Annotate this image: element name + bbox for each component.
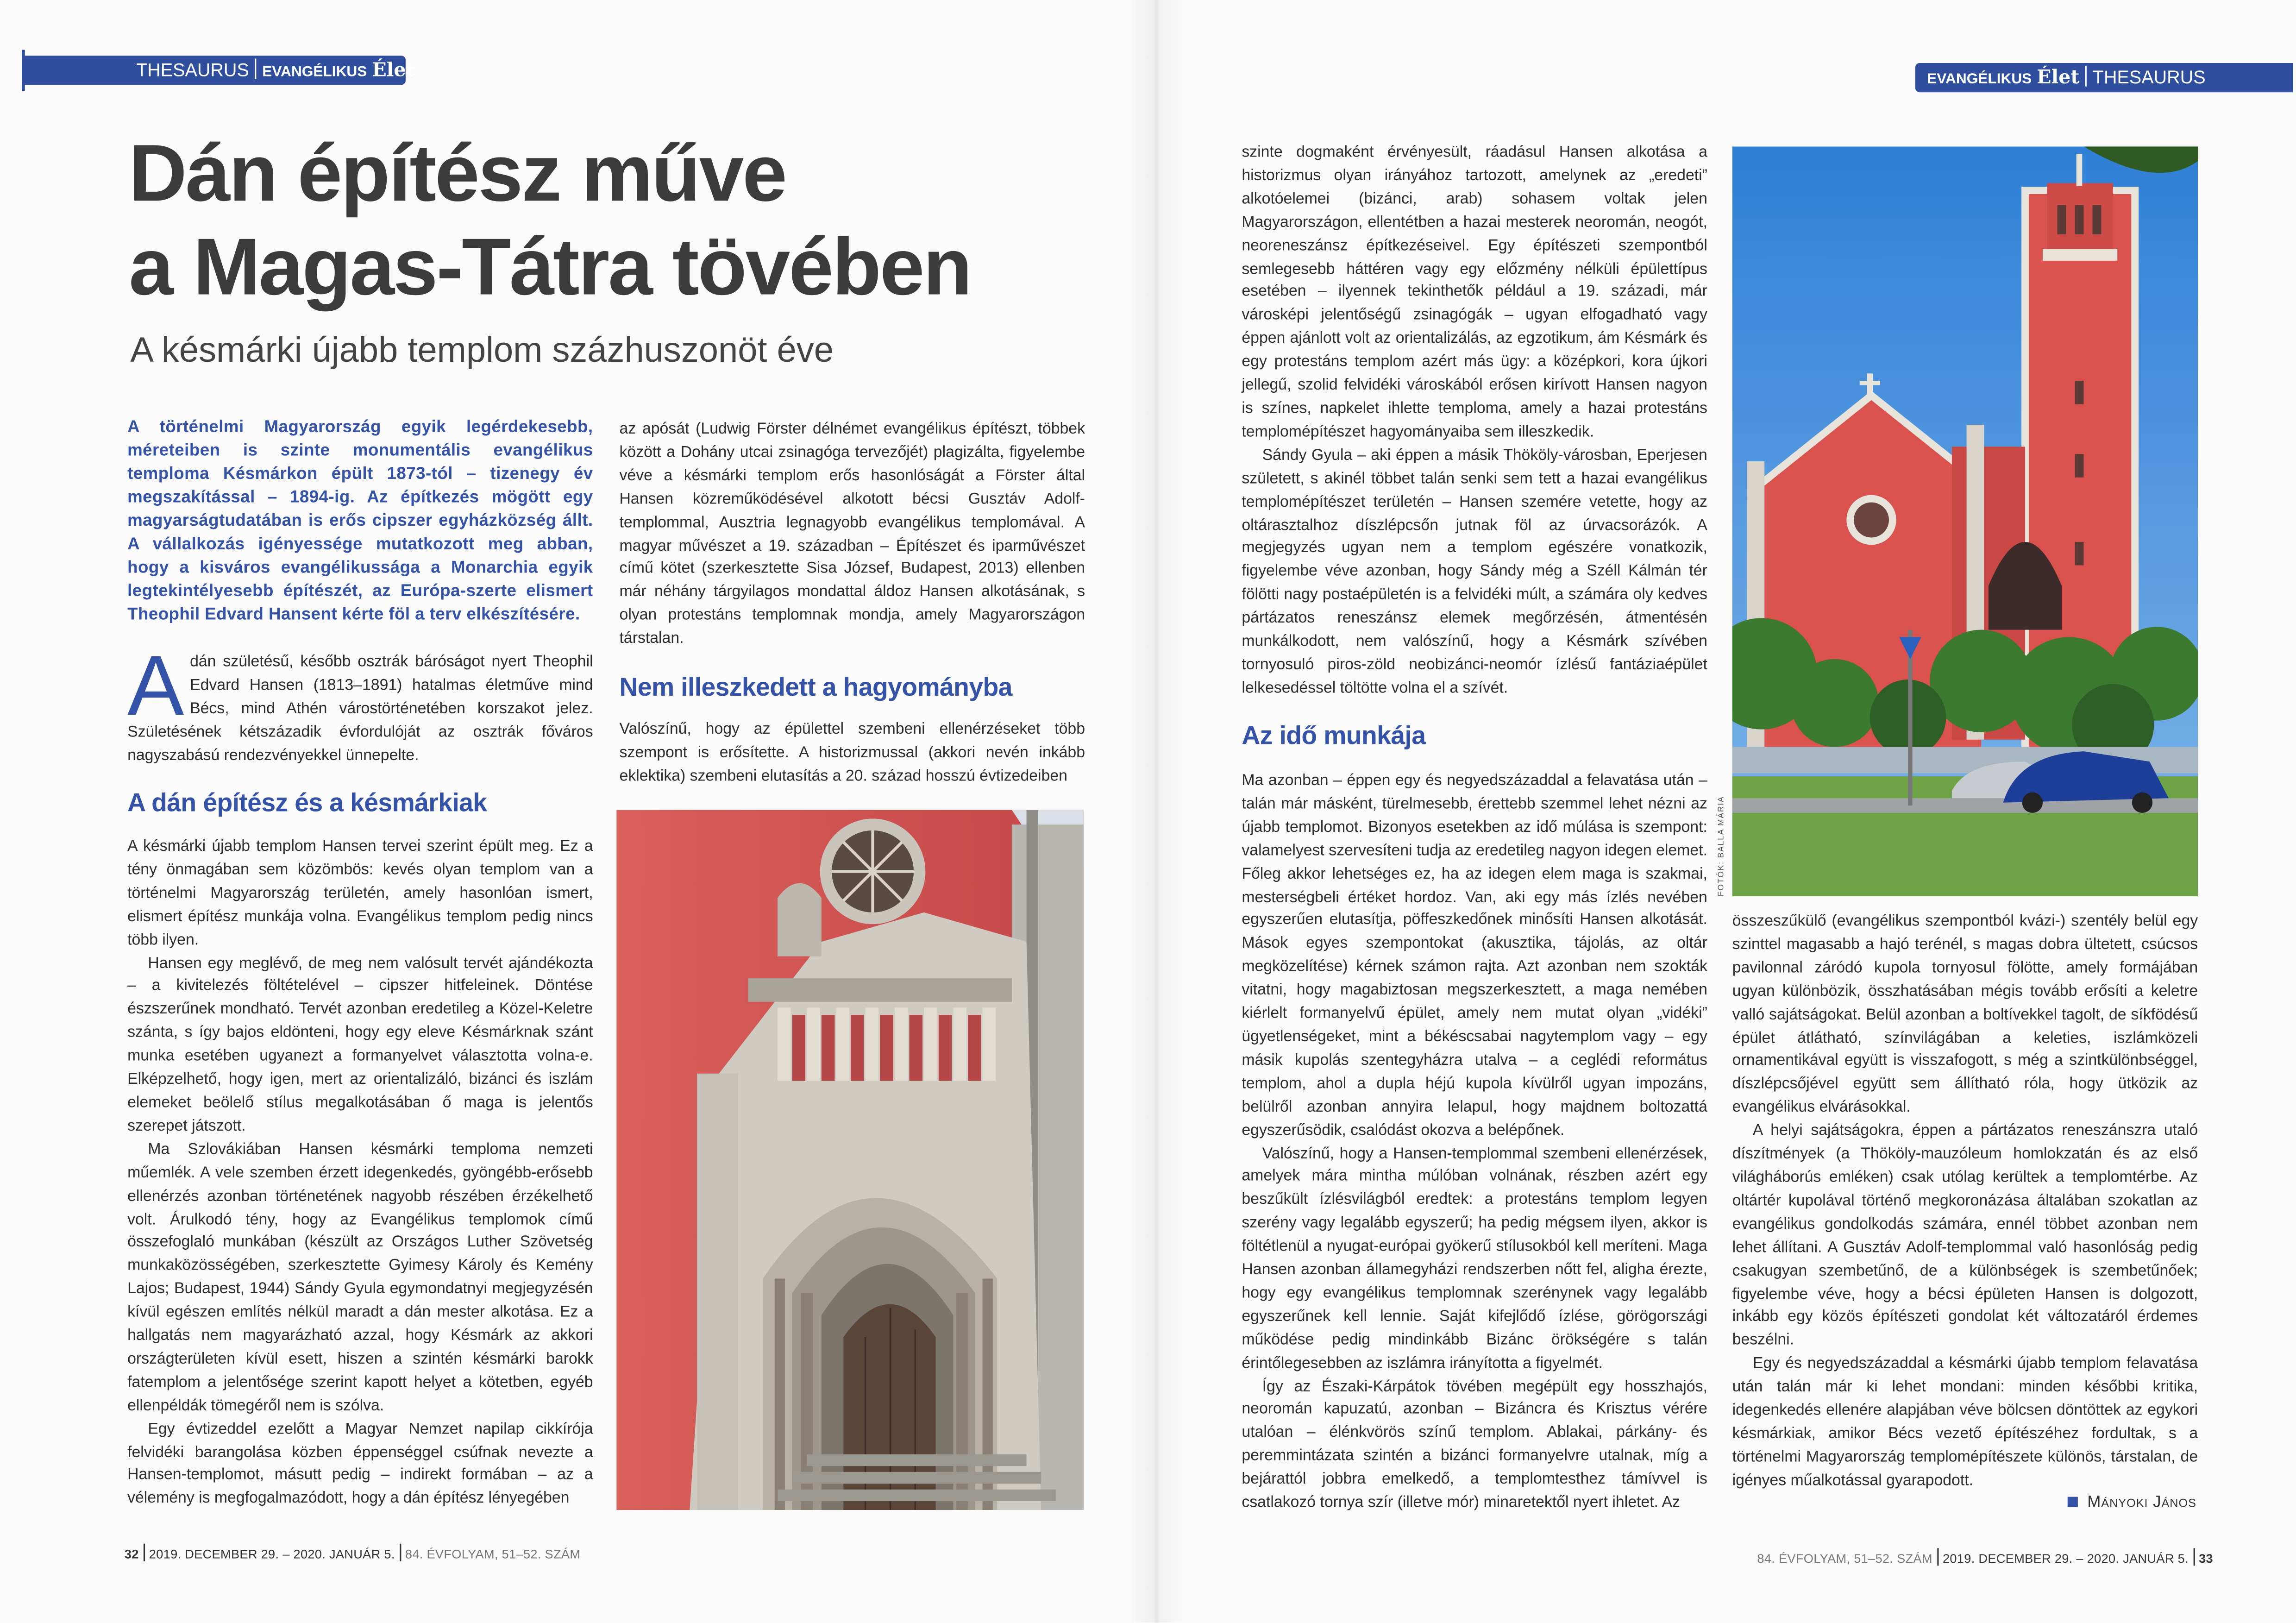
body-paragraph: szinte dogmaként érvényesült, ráadásul Hansen alkotása a historizmus olyan irányához tartozott, amelynek az „eredeti” alkotóelemei (bizánci, arab) sohasem voltak jelen Magyarországon, ellentétben a hazai mesterek neoromán, neogót, neoreneszánsz építkezéseivel. Egy építészeti szempontból semlegesebb háttéren vagy egy előzmény nélküli épülettípus esetében – ilyennek tekinthetők például a 19. századi, már városképi jelentőségű zsinagógák – ugyan elfogadható vagy éppen ajánlott volt az orientalizálás, az egzotikum, ám Késmárk és egy protestáns templom azért más ügy: a középkori, kora újkori jellegű, szolid felvidéki városkából erősen kirívott Hansen nagyon is színes, napkelet ihlette temploma, amely a hazai protestáns templomépítészet hagyományaiba sem illeszkedik. — [1242, 143, 1707, 441]
footer-date: 2019. DECEMBER 29. – 2020. JANUÁR 5. — [149, 1547, 395, 1561]
footer-right — [1757, 1548, 2213, 1566]
article-subtitle: A késmárki újabb templom százhuszonöt éve — [130, 331, 834, 371]
column-1 — [127, 837, 593, 1512]
square-bullet-icon — [2068, 1497, 2078, 1507]
intro-paragraph — [127, 638, 593, 767]
page-number: 33 — [2199, 1551, 2213, 1566]
church-tower-photo — [1732, 146, 2198, 896]
lead-paragraph: A történelmi Magyarország egyik legérdekesebb, méreteiben is szinte monumentális evangélikus temploma Késmárkon épült 1873-tól – tizenegy év megszakítással – 1894-ig. Az építkezés mögött egy magyarságtudatában is erős cipszer egyházközség állt. A vállalkozás igényessége mutatkozott meg abban, hogy a kisváros evangélikussága a Monarchia egyik legtekintélyesebb építészét, az Európa-szerte elismert Theophil Edvard Hansent kérte föl a terv elkészítésére. — [127, 417, 593, 624]
body-paragraph: Egy évtizeddel ezelőtt a Magyar Nemzet napilap cikkírója felvidéki barangolása közben éppenséggel csúfnak nevezte a Hansen-templomot, másutt pedig – indirekt formában – az a vélemény is megfogalmazódott, hogy a dán építész lényegében — [127, 1420, 593, 1508]
tower-image — [1732, 146, 2198, 896]
footer-left — [125, 1544, 581, 1561]
body-paragraph: Így az Északi-Kárpátok tövében megépült egy hosszhajós, neoromán kapuzatú, azonban – Bizáncra és Krisztus vérére utalóan – élénkvörös színű templom. Ablakai, párkány- és peremmintázata szintén a bizánci formanyelvre utalnak, míg a bejárattól jobbra emelkedő, a templomtesthez támívvel is csatlakozó tornya szír (illetve mór) minaretektől nyert ihletet. Az — [1242, 1378, 1707, 1512]
page-fold — [1128, 0, 1186, 1623]
body-paragraph: az apósát (Ludwig Förster délnémet evangélikus építészt, többek között a Dohány utcai zsinagóga tervezőjét) plagizálta, figyelembe véve a késmárki templom erős hasonlóságát a Förster által Hansen közreműködésével alkotott bécsi Gusztáv Adolf-templommal, Ausztria legnagyobb evangélikus templomával. A magyar művészet a 19. században – Építészet és iparművészet című kötet (szerkesztette Sisa József, Budapest, 2013) ellenben már néhány tárgyilagos mondattal áldoz Hansen alkotásának, s olyan protestáns templomnak mondja, amely Magyarországon társtalan. — [619, 420, 1085, 648]
photo-credit: FOTÓK: BALLA MÁRIA — [1718, 796, 1726, 897]
drop-cap: A — [127, 638, 184, 734]
article-title — [129, 126, 971, 314]
title-line-2: a Magas-Tátra tövében — [129, 221, 971, 312]
brand-small: EVANGÉLIKUS — [1927, 71, 2032, 88]
section-label: THESAURUS — [136, 60, 249, 81]
body-paragraph: Egy és negyedszázaddal a késmárki újabb templom felavatása után talán már ki lehet mondani: minden későbbi kritika, idegenkedés ellenére alapjában véve bölcsen döntöttek az egykori késmárkiak, amikor Bécs vezető építészéhez fordultak, s a történelmi Magyarország templomépítészete különös, társtalan, de igényes műalkotással gyarapodott. — [1732, 1355, 2198, 1489]
body-paragraph: Valószínű, hogy a Hansen-templommal szembeni ellenérzések, amelyek mára mintha múlóban volnának, részben azért egy beszűkült ízlésvilágból eredtek: a protestáns templom legyen szerény vagy legalább egyszerű; ha pedig mégsem ilyen, akkor is föltétlenül a nyugat-európai gyökerű stílusokból kell meríteni. Maga Hansen azonban államegyházi rendszerben nőtt fel, aligha érezte, hogy egy evangélikus templomnak szerénynek vagy legalább egyszerűnek kell lennie. Saját kifejlődő ízlése, görögországi működése pedig mindinkább Bizánc örökségére s talán érintőlegesebben az iszlámra irányította a figyelmét. — [1242, 1145, 1707, 1372]
section-heading-1: A dán építész és a késmárkiak — [127, 788, 487, 818]
section-header-left — [22, 56, 415, 85]
author-byline — [1732, 1494, 2196, 1511]
body-paragraph: Sándy Gyula – aki éppen a másik Thököly-városban, Eperjesen született, s akinél többet talán senki sem tett a hazai evangélikus templomépítészet területén – Hansen szemére vetette, hogy az oltárasztalhoz díszlépcsőn jutnak föl az úrvacsorázók. A megjegyzés ugyan nem a templom egészére vonatkozik, figyelembe véve azonban, hogy Sándy még a Széll Kálmán tér fölötti nagy postaépületén is a felvidéki múlt, a számára oly kedves pártázatos reneszánsz elemek megőrzésén, átmentésén munkálkodott, nem valószínű, hogy a Késmárk szívében tornyosuló piros-zöld neobizánci-neomór ízlésű fantáziaépület lelkesedéssel töltötte volna el a szívét. — [1242, 446, 1707, 697]
page-number: 32 — [124, 1547, 139, 1561]
column-4 — [1732, 911, 2198, 1493]
column-2 — [620, 419, 1085, 652]
brand-word: Élet — [372, 60, 415, 82]
body-paragraph: Hansen egy meglévő, de meg nem valósult tervét ajándékozta – a kivitelezés föltételével – cipszer hitfeleinek. Döntése észszerűnek mondható. Tervét azonban eredetileg a Közel-Keletre szánta, s így bajos eldönteni, hogy egy eleve Késmárknak szánt munka esetében ugyanezt a formanyelvet választotta volna-e. Elképzelhető, hogy igen, mert az orientalizáló, bizánci és iszlám elemeket beölelő stílus megalkotásában ő maga is jelentős szerepet játszott. — [127, 954, 593, 1135]
section-heading-2: Nem illeszkedett a hagyományba — [619, 672, 1012, 702]
body-paragraph: A késmárki újabb templom Hansen tervei szerint épült meg. Ez a tény önmagában sem közömbös: kevés olyan templom van a történelmi Magyarország területén, amely hasonlóan ismert, elismert építész munkája volna. Evangélikus templom pedig nincs több ilyen. — [127, 837, 593, 949]
brand-small: EVANGÉLIKUS — [262, 64, 367, 81]
portal-image — [616, 810, 1084, 1510]
body-paragraph: Ma azonban – éppen egy és negyedszázaddal a felavatása után – talán már másként, türelmesebb, érettebb szemmel lehet nézni az újabb templomot. Bizonyos esetekben az idő múlása is szempont: valamelyest szervesíteni tudja az eredetileg nagyon idegen elemet. Főleg akkor lehetséges ez, ha az idegen elem maga is szakmai, mesterségbeli értéket hordoz. Van, aki egy más ízlés nevében egyszerűen elutasítja, pöffeszkedőnek minősíti Hansen alkotását. Mások egyes szempontokat (akusztika, tájolás, az oltár megközelítése) kérnek számon rajta. Azt azonban nem szokták vitatni, hogy magabiztosan megszerkesztett, a maga nemében kiérlelt formanyelvű épület, amely nem mutat olyan „vidéki” ügyetlenségeket, mint a békéscsabai nagytemplom vagy – egy másik kupolás szentegyházra utalva – a ceglédi református templom, ahol a dupla héjú kupola kívülről ugyan impozáns, belülről azonban annyira lelapul, hogy majdnem boltozattá egyszerűsödik, csalódást okozva a belépőnek. — [1242, 772, 1707, 1139]
section-heading-3: Az idő munkája — [1242, 720, 1426, 750]
footer-date: 2019. DECEMBER 29. – 2020. JANUÁR 5. — [1942, 1551, 2189, 1566]
body-paragraph: összeszűkülő (evangélikus szempontból kvázi-) szentély belül egy szinttel magasabb a hajó terénél, s magas dobra ültetett, csúcsos pavilonnal záródó kupola tornyosul fölötte, amely formájában ugyan különbözik, összhatásában mégis tovább erősíti a keletre valló sajátságokat. Belül azonban a boltívekkel tagolt, de síkfödésű épület átlátható, színvilágában a keleties, iszlámközeli ornamentikával együtt is visszafogott, s még a szintkülönbséggel, díszlépcsőjével együtt sem állítható róla, hogy ütközik az evangélikus elvárásokkal. — [1732, 912, 2198, 1117]
section-label: THESAURUS — [2092, 67, 2206, 88]
section-header-right — [1915, 63, 2293, 92]
column-3 — [1242, 142, 1707, 701]
body-paragraph: Valószínű, hogy az épülettel szembeni ellenérzéseket több szempont is erősítette. A historizmussal (akkori nevén inkább eklektika) szembeni elutasítás a 20. század hosszú évtizedeiben — [619, 720, 1085, 785]
footer-issue: 84. ÉVFOLYAM, 51–52. SZÁM — [1757, 1551, 1932, 1566]
body-paragraph: Ma Szlovákiában Hansen késmárki temploma nemzeti műemlék. A vele szemben érzett idegenkedés, gyöngébb-erősebb ellenérzés azonban történetének nagyobb részében érzékelhető volt. Árulkodó tény, hogy az Evangélikus templomok című összefoglaló munkában (készült az Országos Luther Szövetség munkaközösségében, szerkesztette Gyimesy Károly és Kemény Lajos; Budapest, 1944) Sándy Gyula egymondatnyi megjegyzésén kívül egészen említés nélkül maradt a dán mester alkotása. Ez a hallgatás nem magyarázható azzal, hogy Késmárk az akkori országterületen kívül esett, hiszen a szintén késmárki barokk fatemplom a jelentősége szerint kapott helyet a kötetben, egyéb ellenpéldák tömegéről nem is szólva. — [127, 1140, 593, 1415]
title-line-1: Dán építész műve — [129, 127, 786, 219]
author-name: Mányoki János — [2087, 1494, 2196, 1512]
column-3-lower — [1242, 770, 1707, 1516]
column-2-lower — [620, 719, 1085, 789]
brand-word: Élet — [2037, 67, 2080, 89]
footer-issue: 84. ÉVFOLYAM, 51–52. SZÁM — [405, 1547, 581, 1561]
intro-text: dán születésű, később osztrák báróságot nyert Theophil Edvard Hansen (1813–1891) hatalmas életműve mind Bécs, mind Athén várostörténetében korszakot jelez. Születésének kétszázadik évfordulóját az osztrák főváros nagyszabású rendezvényekkel ünnepelte. — [127, 653, 593, 765]
body-paragraph: A helyi sajátságokra, éppen a pártázatos reneszánszra utaló díszítmények (a Thököly-mauzóleum homlokzatán és az első világháborús emléken) csak utólag kerültek a templomtérbe. Az oltártér kupolával történő megkoronázása általában szokatlan az evangélikus gondolkodás számára, ennél többet azonban nem lehet állítani. A Gusztáv Adolf-templommal való hasonlóság pedig csakugyan szembetűnő, de a különbségek is szembetűnőek; figyelembe véve, hogy a bécsi épületen Hansen is dolgozott, inkább egy közös építészeti gondolat két változatáról érdemes beszélni. — [1732, 1122, 2198, 1350]
church-portal-photo — [616, 810, 1084, 1510]
